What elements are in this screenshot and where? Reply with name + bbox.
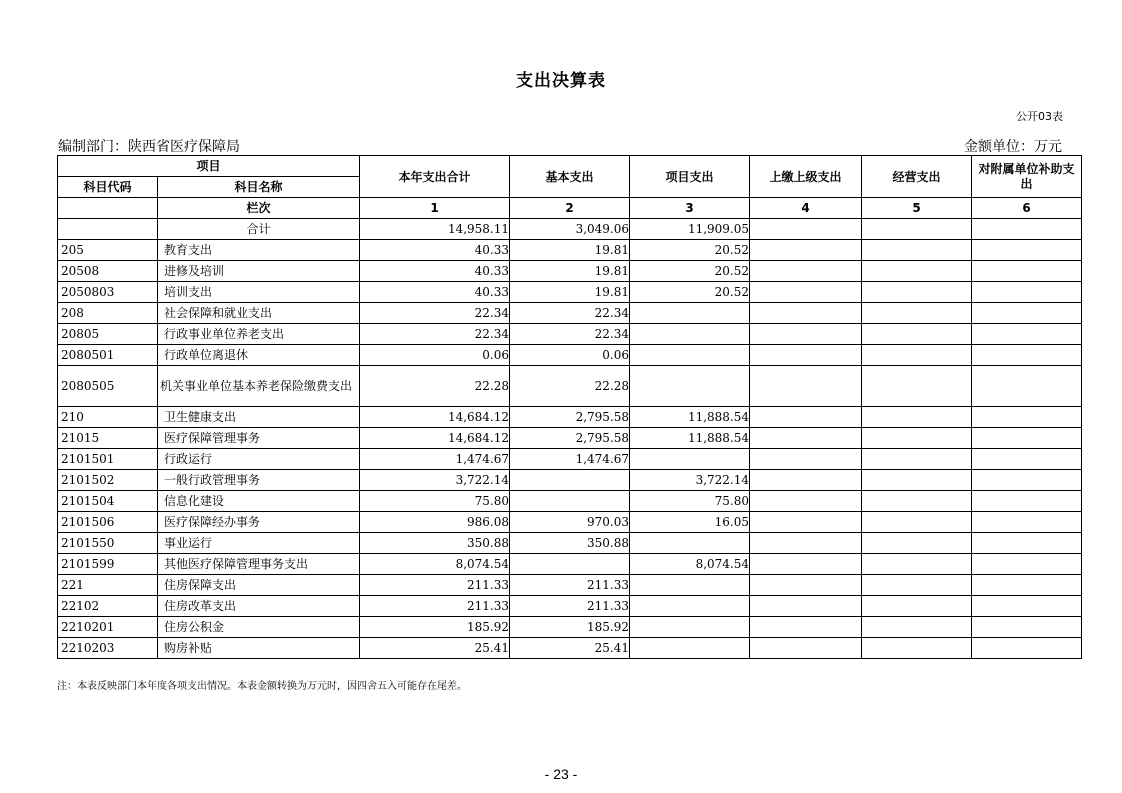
table-row	[58, 282, 1082, 303]
row-total: 986.08	[360, 512, 510, 533]
row-business	[862, 638, 972, 659]
row-code: 20805	[58, 324, 158, 345]
row-project: 75.80	[630, 491, 750, 512]
header-business: 经营支出	[862, 156, 972, 198]
row-basic: 2,795.58	[510, 428, 630, 449]
row-subsidy	[972, 449, 1082, 470]
row-basic: 185.92	[510, 617, 630, 638]
unit-label: 金额单位：万元	[964, 139, 1062, 155]
table-row	[58, 345, 1082, 366]
row-upper-remit	[750, 428, 862, 449]
row-upper-remit	[750, 366, 862, 407]
row-code: 22102	[58, 596, 158, 617]
row-upper-remit	[750, 261, 862, 282]
row-upper-remit	[750, 407, 862, 428]
row-project	[630, 617, 750, 638]
row-basic	[510, 491, 630, 512]
row-business	[862, 345, 972, 366]
row-basic: 211.33	[510, 596, 630, 617]
row-total: 0.06	[360, 345, 510, 366]
row-name: 医疗保障管理事务	[158, 428, 360, 449]
table-row	[58, 491, 1082, 512]
row-total: 14,684.12	[360, 407, 510, 428]
row-code: 2210203	[58, 638, 158, 659]
row-subsidy	[972, 261, 1082, 282]
table-row	[58, 366, 1082, 407]
row-name: 机关事业单位基本养老保险缴费支出	[158, 366, 360, 407]
row-subsidy	[972, 554, 1082, 575]
row-project: 16.05	[630, 512, 750, 533]
row-name: 医疗保障经办事务	[158, 512, 360, 533]
row-upper-remit	[750, 324, 862, 345]
table-row	[58, 512, 1082, 533]
row-project	[630, 345, 750, 366]
row-upper-remit	[750, 638, 862, 659]
row-total: 40.33	[360, 282, 510, 303]
row-basic: 970.03	[510, 512, 630, 533]
row-project: 20.52	[630, 240, 750, 261]
row-total: 22.28	[360, 366, 510, 407]
department-label: 编制部门：陕西省医疗保障局	[58, 139, 240, 155]
header-upper-remit: 上缴上级支出	[750, 156, 862, 198]
row-subsidy	[972, 219, 1082, 240]
row-name: 住房保障支出	[158, 575, 360, 596]
row-subsidy	[972, 324, 1082, 345]
row-project: 11,909.05	[630, 219, 750, 240]
row-upper-remit	[750, 617, 862, 638]
row-business	[862, 366, 972, 407]
row-basic: 211.33	[510, 575, 630, 596]
row-upper-remit	[750, 345, 862, 366]
table-row	[58, 428, 1082, 449]
col-num-5: 5	[862, 198, 972, 219]
row-business	[862, 324, 972, 345]
header-basic: 基本支出	[510, 156, 630, 198]
table-row	[58, 638, 1082, 659]
table-row	[58, 303, 1082, 324]
col-num-1: 1	[360, 198, 510, 219]
table-row	[58, 617, 1082, 638]
row-code: 2101599	[58, 554, 158, 575]
row-upper-remit	[750, 575, 862, 596]
row-total: 350.88	[360, 533, 510, 554]
row-upper-remit	[750, 512, 862, 533]
row-name: 进修及培训	[158, 261, 360, 282]
row-basic: 19.81	[510, 282, 630, 303]
row-project: 11,888.54	[630, 428, 750, 449]
row-business	[862, 596, 972, 617]
row-total: 14,684.12	[360, 428, 510, 449]
row-basic: 1,474.67	[510, 449, 630, 470]
row-code: 2101502	[58, 470, 158, 491]
row-subsidy	[972, 575, 1082, 596]
row-name: 信息化建设	[158, 491, 360, 512]
row-project: 20.52	[630, 282, 750, 303]
row-code: 208	[58, 303, 158, 324]
row-total: 40.33	[360, 240, 510, 261]
header-subject-name: 科目名称	[158, 177, 360, 198]
row-code: 210	[58, 407, 158, 428]
row-business	[862, 617, 972, 638]
header-subject-code: 科目代码	[58, 177, 158, 198]
row-total: 1,474.67	[360, 449, 510, 470]
row-upper-remit	[750, 596, 862, 617]
page-title: 支出决算表	[516, 71, 606, 91]
row-project	[630, 366, 750, 407]
row-total: 22.34	[360, 303, 510, 324]
row-basic: 350.88	[510, 533, 630, 554]
row-project	[630, 449, 750, 470]
row-code: 2101501	[58, 449, 158, 470]
table-row	[58, 449, 1082, 470]
row-total: 211.33	[360, 596, 510, 617]
page-number: - 23 -	[544, 766, 578, 782]
row-project	[630, 638, 750, 659]
row-business	[862, 491, 972, 512]
form-number: 公开03表	[1016, 110, 1063, 123]
row-upper-remit	[750, 449, 862, 470]
row-basic: 3,049.06	[510, 219, 630, 240]
row-subsidy	[972, 407, 1082, 428]
row-basic	[510, 470, 630, 491]
row-subsidy	[972, 638, 1082, 659]
row-name: 社会保障和就业支出	[158, 303, 360, 324]
row-subsidy	[972, 470, 1082, 491]
table-row	[58, 240, 1082, 261]
row-subsidy	[972, 240, 1082, 261]
row-basic: 22.34	[510, 324, 630, 345]
row-upper-remit	[750, 491, 862, 512]
row-business	[862, 575, 972, 596]
table-row	[58, 407, 1082, 428]
row-basic: 25.41	[510, 638, 630, 659]
footnote: 注：本表反映部门本年度各项支出情况。本表金额转换为万元时，因四舍五入可能存在尾差。	[57, 681, 467, 692]
row-project	[630, 533, 750, 554]
row-code: 21015	[58, 428, 158, 449]
row-project	[630, 324, 750, 345]
row-total: 22.34	[360, 324, 510, 345]
row-subsidy	[972, 617, 1082, 638]
header-row-index-label: 栏次	[158, 198, 360, 219]
row-business	[862, 512, 972, 533]
row-name: 事业运行	[158, 533, 360, 554]
row-code: 2101550	[58, 533, 158, 554]
row-project: 11,888.54	[630, 407, 750, 428]
row-basic: 22.28	[510, 366, 630, 407]
row-total: 3,722.14	[360, 470, 510, 491]
row-upper-remit	[750, 533, 862, 554]
row-basic: 0.06	[510, 345, 630, 366]
row-subsidy	[972, 366, 1082, 407]
table-row	[58, 596, 1082, 617]
row-name: 行政运行	[158, 449, 360, 470]
row-name: 住房公积金	[158, 617, 360, 638]
row-project: 8,074.54	[630, 554, 750, 575]
row-subsidy	[972, 303, 1082, 324]
row-business	[862, 303, 972, 324]
row-total: 40.33	[360, 261, 510, 282]
table-row	[58, 575, 1082, 596]
row-project	[630, 596, 750, 617]
row-subsidy	[972, 491, 1082, 512]
row-name: 一般行政管理事务	[158, 470, 360, 491]
row-code: 2101506	[58, 512, 158, 533]
row-code: 2210201	[58, 617, 158, 638]
col-num-6: 6	[972, 198, 1082, 219]
row-upper-remit	[750, 219, 862, 240]
col-num-3: 3	[630, 198, 750, 219]
table-row	[58, 554, 1082, 575]
header-subsidy: 对附属单位补助支出	[972, 156, 1082, 198]
col-num-4: 4	[750, 198, 862, 219]
row-code: 2080501	[58, 345, 158, 366]
row-total: 75.80	[360, 491, 510, 512]
row-code: 20508	[58, 261, 158, 282]
row-business	[862, 261, 972, 282]
table-row	[58, 219, 1082, 240]
header-project-expense: 项目支出	[630, 156, 750, 198]
row-name: 其他医疗保障管理事务支出	[158, 554, 360, 575]
table-row	[58, 533, 1082, 554]
row-basic	[510, 554, 630, 575]
table-row	[58, 324, 1082, 345]
row-business	[862, 449, 972, 470]
row-business	[862, 533, 972, 554]
row-subsidy	[972, 512, 1082, 533]
row-total: 211.33	[360, 575, 510, 596]
row-upper-remit	[750, 554, 862, 575]
row-code: 221	[58, 575, 158, 596]
table-row	[58, 470, 1082, 491]
row-name: 购房补贴	[158, 638, 360, 659]
row-code: 2080505	[58, 366, 158, 407]
row-upper-remit	[750, 470, 862, 491]
row-name: 培训支出	[158, 282, 360, 303]
row-basic: 19.81	[510, 240, 630, 261]
row-upper-remit	[750, 240, 862, 261]
row-project: 3,722.14	[630, 470, 750, 491]
header-index-blank	[58, 198, 158, 219]
row-total: 185.92	[360, 617, 510, 638]
table-body	[58, 219, 1082, 659]
row-project	[630, 303, 750, 324]
row-business	[862, 240, 972, 261]
table-row	[58, 261, 1082, 282]
row-subsidy	[972, 282, 1082, 303]
row-code: 205	[58, 240, 158, 261]
col-num-2: 2	[510, 198, 630, 219]
expenditure-table	[57, 155, 1082, 659]
row-subsidy	[972, 345, 1082, 366]
row-business	[862, 282, 972, 303]
row-name: 行政事业单位养老支出	[158, 324, 360, 345]
row-upper-remit	[750, 282, 862, 303]
row-upper-remit	[750, 303, 862, 324]
header-total: 本年支出合计	[360, 156, 510, 198]
row-subsidy	[972, 533, 1082, 554]
row-code: 2050803	[58, 282, 158, 303]
row-subsidy	[972, 428, 1082, 449]
row-business	[862, 407, 972, 428]
row-business	[862, 219, 972, 240]
row-name: 卫生健康支出	[158, 407, 360, 428]
row-business	[862, 470, 972, 491]
row-business	[862, 428, 972, 449]
row-basic: 19.81	[510, 261, 630, 282]
row-basic: 2,795.58	[510, 407, 630, 428]
row-project: 20.52	[630, 261, 750, 282]
row-total: 14,958.11	[360, 219, 510, 240]
row-project	[630, 575, 750, 596]
row-business	[862, 554, 972, 575]
row-name: 合计	[158, 219, 360, 240]
header-project: 项目	[58, 156, 360, 177]
row-total: 25.41	[360, 638, 510, 659]
row-name: 住房改革支出	[158, 596, 360, 617]
row-total: 8,074.54	[360, 554, 510, 575]
row-name: 教育支出	[158, 240, 360, 261]
row-basic: 22.34	[510, 303, 630, 324]
row-code	[58, 219, 158, 240]
row-subsidy	[972, 596, 1082, 617]
row-code: 2101504	[58, 491, 158, 512]
row-name: 行政单位离退休	[158, 345, 360, 366]
